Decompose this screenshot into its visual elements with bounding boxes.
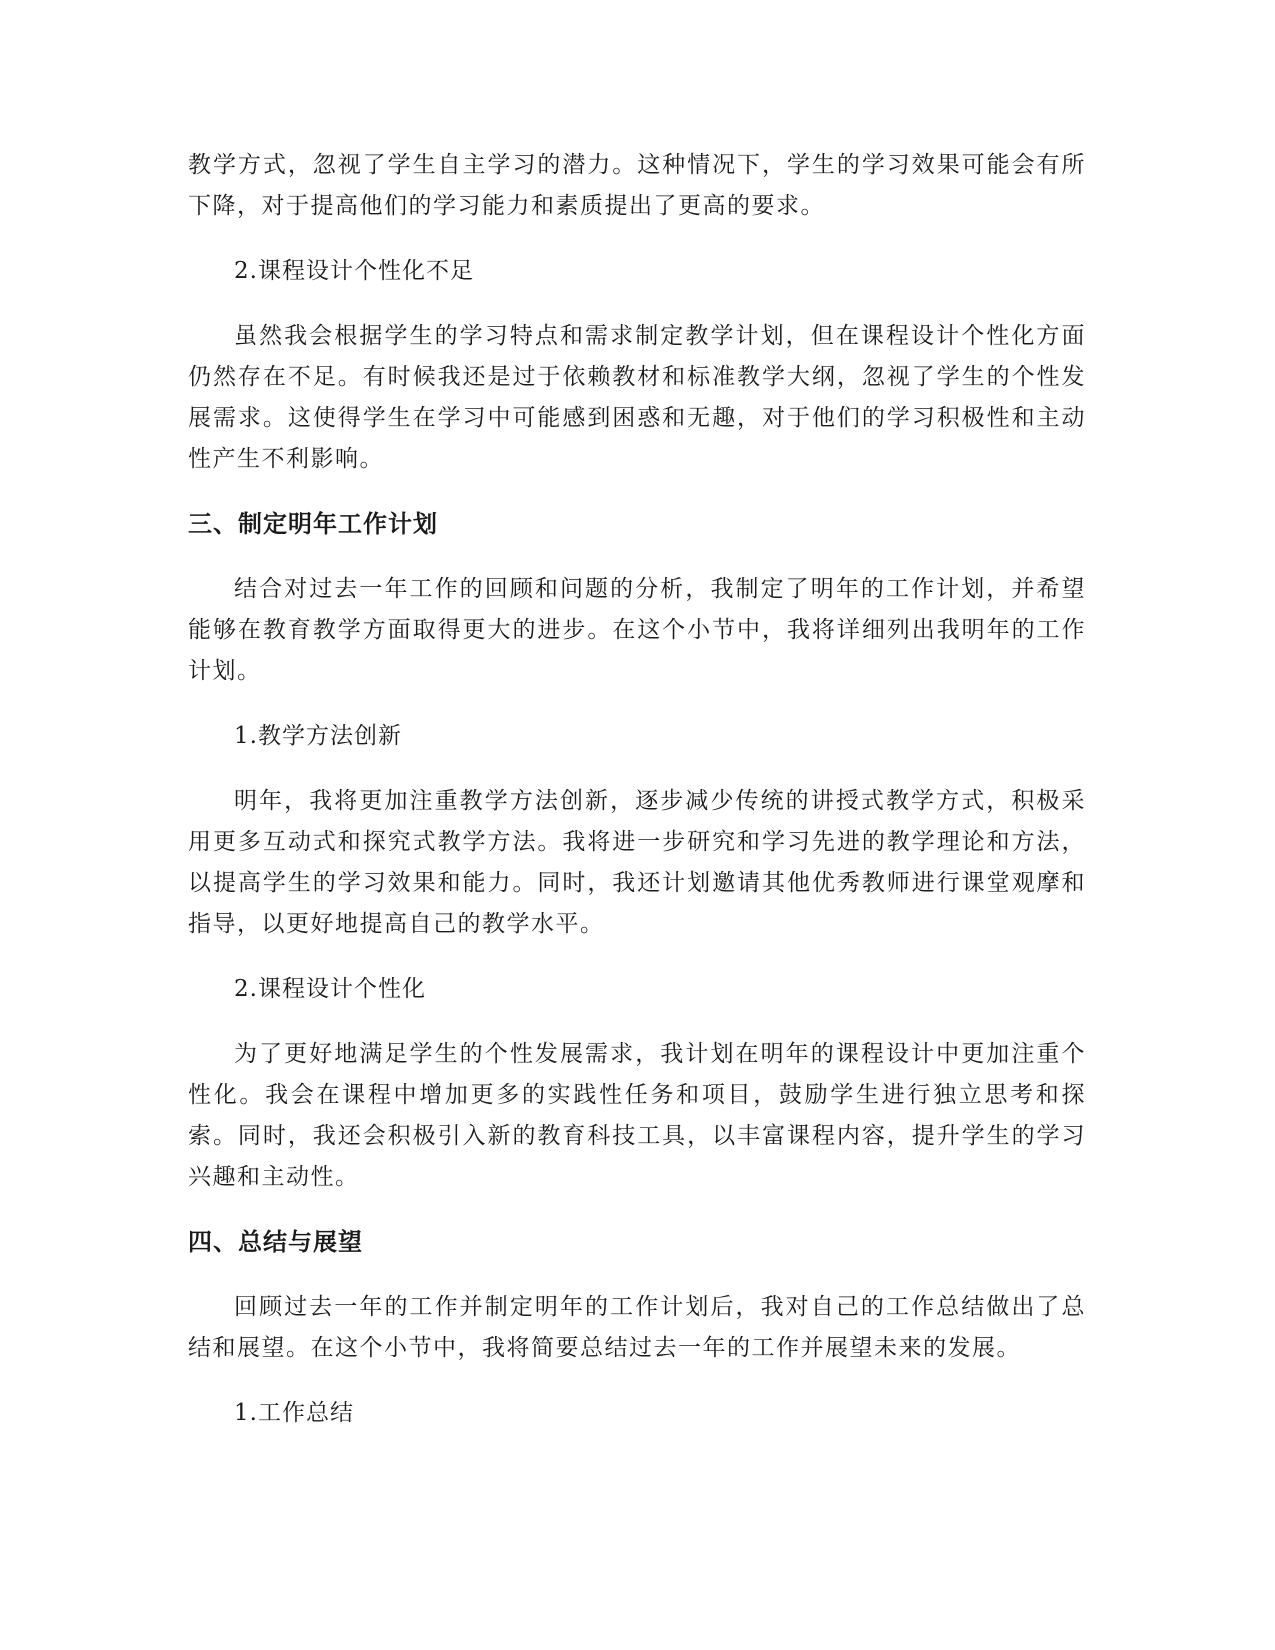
section-intro-next-year-plan: 结合对过去一年工作的回顾和问题的分析，我制定了明年的工作计划，并希望能够在教育教学方面取得更大的进步。在这个小节中，我将详细列出我明年的工作计划。 xyxy=(188,576,1086,684)
subsection-title-teaching-innovation: 1.教学方法创新 xyxy=(234,723,402,749)
section-heading-next-year-plan: 三、制定明年工作计划 xyxy=(188,510,438,538)
subsection-title-course-personalization: 2.课程设计个性化 xyxy=(234,976,426,1002)
section-intro-summary-outlook: 回顾过去一年的工作并制定明年的工作计划后，我对自己的工作总结做出了总结和展望。在这个小节中，我将简要总结过去一年的工作并展望未来的发展。 xyxy=(188,1294,1086,1361)
subsection-body-course-personalization: 为了更好地满足学生的个性发展需求，我计划在明年的课程设计中更加注重个性化。我会在课程中增加更多的实践性任务和项目，鼓励学生进行独立思考和探索。同时，我还会积极引入新的教育科技工具，以丰富课程内容，提升学生的学习兴趣和主动性。 xyxy=(188,1041,1086,1190)
section-heading-summary-outlook: 四、总结与展望 xyxy=(188,1228,363,1256)
subsection-body-course-design-insufficient: 虽然我会根据学生的学习特点和需求制定教学计划，但在课程设计个性化方面仍然存在不足。有时候我还是过于依赖教材和标准教学大纲，忽视了学生的个性发展需求。这使得学生在学习中可能感到困惑和无趣，对于他们的学习积极性和主动性产生不利影响。 xyxy=(188,323,1086,472)
subsection-title-course-design-insufficient: 2.课程设计个性化不足 xyxy=(234,258,474,284)
subsection-title-work-summary: 1.工作总结 xyxy=(234,1400,354,1426)
subsection-body-teaching-innovation: 明年，我将更加注重教学方法创新，逐步减少传统的讲授式教学方式，积极采用更多互动式和探究式教学方法。我将进一步研究和学习先进的教学理论和方法，以提高学生的学习效果和能力。同时，我还计划邀请其他优秀教师进行课堂观摩和指导，以更好地提高自己的教学水平。 xyxy=(188,788,1086,937)
continued-paragraph: 教学方式，忽视了学生自主学习的潜力。这种情况下，学生的学习效果可能会有所下降，对于提高他们的学习能力和素质提出了更高的要求。 xyxy=(188,152,1086,219)
document-body xyxy=(188,145,1086,1434)
